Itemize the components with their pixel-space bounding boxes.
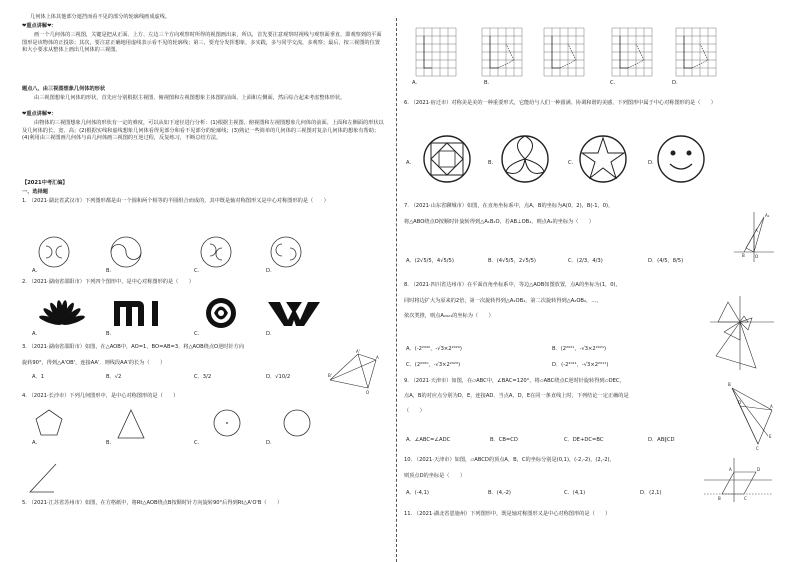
q6-option-b: B. (488, 160, 494, 166)
q8-rotating-triangles-figure (710, 296, 774, 370)
svg-text:C: C (756, 446, 759, 451)
q3-option-d: D．√10/2 (266, 374, 291, 380)
question-3-line-2: 旋转90°，得到△A'OB'，连接AA'．则线段AA'的长为（ ） (22, 360, 166, 366)
q3-option-a: A．1 (32, 374, 45, 380)
q5-grid-1 (416, 28, 456, 76)
intro-paragraph: 画一个几何体的三视图，关键是把从正面、上方、左边三个方向观察时所得的视图画出来，所以，首先要注意观察时视线与观察面垂直，即观察到的平面图形是该物体的正投影；其次，要注意正确地用虚线表示看不见的轮廓线；第三，要充分发挥想象，多实践，多与同学交流，多观察；最后，按三视图的位置和大小要求从整体上画出几何体的三视图。 (22, 32, 382, 54)
section-one: 一、选择题 (22, 189, 48, 195)
q3-triangle-figure (328, 350, 382, 396)
q4-pentagon (34, 408, 64, 438)
q6-three-lobe-figure (500, 134, 550, 184)
q10-option-b: B．(4,-2) (488, 490, 511, 496)
svg-text:A: A (376, 355, 379, 360)
q6-star-figure (578, 134, 628, 184)
q9-option-d: D．AB∥CD (648, 437, 675, 443)
svg-text:E: E (769, 434, 772, 439)
q10-parallelogram-figure (704, 458, 772, 502)
q4-stray-angle-figure (28, 462, 58, 494)
q6-option-c: C. (568, 160, 574, 166)
q5-grid-4 (612, 28, 652, 76)
left-column (22, 0, 386, 562)
q6-option-a: A. (406, 160, 412, 166)
q7-option-a: A．(2√5/5，4√5/5) (406, 258, 454, 264)
question-8-line-3: 依次类推，则点A₂₀₂₁的坐标为（ ） (404, 313, 494, 319)
section-8-paragraph-1: 由三视图想象几何体的形状，首先应分别根据主视图、俯视图和左视图想象主体图的前面、上面和左侧面，然后综合起来考虑整体形状。 (34, 95, 346, 101)
svg-text:A': A' (356, 349, 360, 354)
q10-option-d: D．(2,1) (640, 490, 662, 496)
question-11: 11. （2021·湖北省恩施州）下列图形中，既是轴对称图形又是中心对称图形的是（ ） (404, 511, 611, 517)
q1-option-c: C. (194, 268, 200, 274)
question-5: 5. （2021·江苏省苏州市）如图，在方格纸中，将Rt△AOB绕点B按顺时针方向旋转90°后得到Rt△A'O'B（ ） (22, 500, 283, 506)
q1-figure-d (268, 234, 304, 270)
q4-option-a: A. (32, 440, 38, 446)
q2-option-d: D. (266, 331, 272, 337)
svg-text:A₁: A₁ (765, 213, 770, 218)
q9-option-c: C．DE+DC=BC (564, 437, 604, 443)
q4-option-d: D. (266, 440, 272, 446)
q9-option-b: B．CB=CD (490, 437, 518, 443)
svg-text:C: C (744, 496, 747, 501)
q7-option-d: D．(4/5，8/5) (648, 258, 684, 264)
q7-option-c: C．(2/3，4/3) (568, 258, 603, 264)
question-7-line-1: 7. （2021·山东省聊城市）如图，在直角坐标系中，点A，B的坐标为A(0，2)，B(-1，0)， (404, 203, 614, 209)
svg-text:O: O (755, 254, 759, 259)
compile-title: 【2021中考汇编】 (22, 180, 68, 186)
q2-option-c: C. (194, 331, 200, 337)
section-8-title: 题点八、由三视图想象几何体的形状 (22, 86, 106, 92)
svg-text:A: A (755, 228, 758, 233)
q5-grid-2 (482, 28, 522, 76)
q7-coordinate-figure (734, 212, 774, 262)
q6-option-d: D. (648, 160, 654, 166)
question-9-line-1: 9. （2021·天津市）如图，在▱ABC中，∠BAC=120°，将▱ABC绕点C逆时针旋转得到▱DEC， (404, 378, 625, 384)
q9-option-a: A．∠ABC=∠ADC (406, 437, 451, 443)
q8-option-c: C．(2²⁰²⁰，-√3×2²⁰²⁰) (406, 362, 461, 368)
q5-option-b: B. (484, 80, 490, 86)
q2-figure-c-circle-logo (204, 296, 238, 330)
q4-option-b: B. (106, 440, 112, 446)
q6-smiley-figure (656, 134, 706, 184)
q5-option-a: A. (412, 80, 418, 86)
section-8-paragraph-2: 由物体的三视图想象几何体的形状有一定的难度，可以从如下途径进行分析：(1)根据主视图、俯视图和左视图想象几何体的前面、上面和左侧面的形状以及几何体的长、宽、高；(2)根据实线和虚线想象几何体看得见部分和看不见部分的轮廓线；(3)熟记一些简单的几何体的三视图对复杂几何体的想象有帮助；(4)利用由三视图画几何体与由几何体画三视图的互逆过程，反复练习，不断总结方法。 (22, 120, 384, 142)
question-9-line-3: （ ） (404, 408, 425, 414)
key-point-label-2: ❤重点讲解❤： (22, 111, 57, 117)
svg-text:B: B (718, 496, 721, 501)
q4-circle-with-center (212, 408, 242, 438)
q2-option-b: B. (106, 331, 112, 337)
question-3-line-1: 3. （2021·湖南省邵阳市）如图，在△AOB中，AO=1，BO=AB=3．将△AOB绕点O逆时针方向 (22, 344, 245, 350)
q4-circle (282, 408, 312, 438)
q7-option-b: B．(4√5/5，2√5/5) (488, 258, 536, 264)
question-10-line-2: 则顶点D的坐标是（ ） (404, 473, 466, 479)
question-7-line-2: 将△ABO绕点O按顺时针旋转得到△A₁B₁O，若AB⊥OB₁，则点A₁的坐标为（ ） (404, 219, 594, 225)
q8-option-a: A．(-2²⁰²⁰，-√3×2²⁰²⁰) (406, 346, 462, 352)
q5-option-c: C. (610, 80, 616, 86)
q1-option-a: A. (32, 268, 38, 274)
q5-option-d: D. (672, 80, 678, 86)
q10-option-c: C．(4,1) (564, 490, 586, 496)
q3-option-b: B．√2 (106, 374, 122, 380)
q2-figure-d-w-logo (266, 298, 322, 328)
q3-option-c: C．3/2 (194, 374, 212, 380)
question-6: 6. （2021·宿迁市）对称美是美的一种重要形式，它能给与人们一种圆满、协调和谐的美感，下列图形中属于中心对称图形的是（ ） (404, 100, 716, 106)
svg-text:O: O (366, 390, 370, 395)
svg-text:B': B' (328, 373, 332, 378)
q5-grid-5 (676, 28, 716, 76)
question-4: 4. （2021·长沙市）下列几何图形中，是中心对称图形的是（ ） (22, 393, 179, 399)
question-10-line-1: 10. （2021·天津市）如图，▱ABCD的顶点A，B，C的坐标分别是(0,1)，(-2,-2)，(2,-2)， (404, 457, 615, 463)
q4-option-c: C. (194, 440, 200, 446)
svg-text:A: A (770, 404, 773, 409)
q5-grid-3 (544, 28, 584, 76)
q9-rotation-figure (728, 380, 774, 450)
question-2: 2. （2021·湖南省邵阳市）下列四个图形中，是中心对称图形的是（ ） (22, 279, 194, 285)
question-1: 1. （2021·湖北省武汉市）下列图形都是由一个圆和两个相等的半圆组合而成的，其中既是轴对称图形又是中心对称图形的是（ ） (22, 198, 329, 204)
q4-triangle (116, 408, 146, 440)
q2-figure-b-mi-logo (112, 298, 168, 328)
q1-option-b: B. (106, 268, 112, 274)
column-divider (396, 18, 397, 562)
q10-option-a: A．(-4,1) (406, 490, 429, 496)
q6-circle-square-figure (422, 134, 472, 184)
svg-text:D: D (757, 467, 761, 472)
svg-text:D: D (738, 400, 742, 405)
svg-text:B: B (742, 253, 745, 258)
q2-figure-a-flower-logo (40, 294, 84, 330)
svg-text:A: A (729, 467, 732, 472)
q1-option-d: D. (266, 268, 272, 274)
q1-figure-b (108, 234, 144, 270)
q8-option-b: B．(2²⁰²¹，-√3×2²⁰²¹) (552, 346, 607, 352)
intro-top: 几何体上体其他部分遮挡而看不见的部分的轮廓线画成虚线。 (30, 14, 171, 20)
q1-figure-a (36, 234, 72, 270)
svg-text:B: B (728, 382, 731, 387)
right-column (404, 0, 776, 562)
q2-option-a: A. (32, 331, 38, 337)
q8-option-d: D．(-2²⁰¹¹，-√3×2²⁰¹¹) (552, 362, 609, 368)
question-9-line-2: 点A，B的对应点分别为D，E，连接AD．当点A，D，E在同一条直线上时，下列结论一定正确的是 (404, 393, 629, 399)
question-8-line-1: 8. （2021·四川省达州市）在平面直角坐标系中，等边△AOB如图放置，点A的坐标为(1，0)， (404, 282, 621, 288)
q5-grid-figures (416, 28, 716, 86)
question-8-line-2: 同时将边扩大为原来的2倍，第一次旋转得到△A₁OB₁，第二次旋转得到△A₂OB₂，…， (404, 298, 602, 304)
q1-figure-c (198, 234, 234, 270)
key-point-label: ❤重点讲解❤： (22, 23, 57, 29)
